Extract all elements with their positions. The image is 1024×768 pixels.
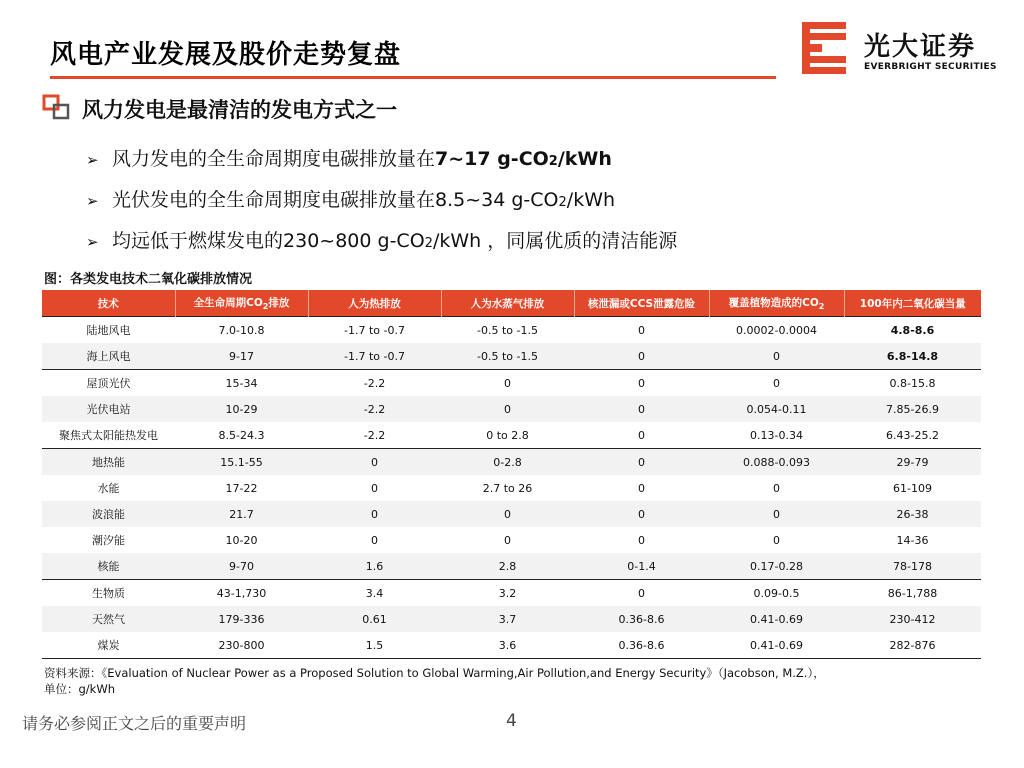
- table-cell: 4.8-8.6: [844, 317, 981, 344]
- table-cell-tech: 海上风电: [42, 343, 175, 370]
- table-cell: 0: [574, 501, 709, 527]
- table-cell: 0: [441, 396, 574, 422]
- table-cell: 0: [574, 580, 709, 607]
- table-cell: 86-1,788: [844, 580, 981, 607]
- table-cell: 0-1.4: [574, 553, 709, 580]
- table-cell: 14-36: [896, 533, 929, 547]
- table-cell: 6.8-14.8: [844, 343, 981, 370]
- table-cell: 26-38: [844, 501, 981, 527]
- table-cell: 7.0-10.8: [175, 317, 308, 344]
- table-cell: 0.088-0.093: [709, 449, 844, 476]
- header-cover-subscript: 2: [818, 302, 825, 312]
- unit-line: 单位：g/kWh: [44, 682, 115, 696]
- table-cell: 0: [773, 533, 780, 547]
- table-cell: 0: [441, 370, 574, 397]
- table-cell: 61-109: [893, 481, 932, 495]
- page-title: 风电产业发展及股价走势复盘: [50, 40, 402, 70]
- table-header-row: [42, 290, 981, 317]
- table-cell: 2.8: [441, 553, 574, 580]
- table-cell: 0: [709, 370, 844, 397]
- table-cell: 0: [574, 449, 709, 476]
- header-cover-text: 覆盖植物造成的CO: [728, 296, 819, 309]
- table-cell: 43-1,730: [175, 580, 308, 607]
- header-cover: [709, 290, 844, 317]
- source-line: 资料来源：《Evaluation of Nuclear Power as a Proposed Solution to Global Warming,Air Pollution,and Energy Security》（Jacobson, M.Z.），: [44, 666, 825, 680]
- table-cell: 0: [709, 343, 844, 370]
- table-cell-tech: 天然气: [42, 606, 175, 632]
- bullet-item: [86, 144, 677, 185]
- table-cell: 282-876: [844, 632, 981, 659]
- table-cell: 230-800: [175, 632, 308, 659]
- bullet-value: 8.5~34 g-CO: [435, 189, 559, 211]
- table-cell: 3.6: [441, 632, 574, 659]
- table-cell: 0.09-0.5: [709, 580, 844, 607]
- table-cell: 15-34: [175, 370, 308, 397]
- table-cell: -1.7 to -0.7: [308, 343, 441, 370]
- table-cell: 230-412: [844, 606, 981, 632]
- source-note: [44, 665, 825, 697]
- table-cell: 0: [709, 501, 844, 527]
- table-cell: 7.85-26.9: [844, 396, 981, 422]
- bullet-value: 7~17 g-CO: [435, 148, 549, 170]
- table-cell: 0: [504, 533, 511, 547]
- table-cell: 2.7 to 26: [482, 481, 533, 495]
- bullet-subscript: 2: [424, 236, 433, 251]
- table-cell: 0: [574, 370, 709, 397]
- bullet-subscript: 2: [558, 195, 567, 210]
- table-cell: 0.41-0.69: [709, 606, 844, 632]
- table-row: [42, 396, 981, 422]
- table-row: [42, 553, 981, 580]
- table-cell-tech: 波浪能: [42, 501, 175, 527]
- table-cell: 0.0002-0.0004: [709, 317, 844, 344]
- brand-logo: [802, 22, 1002, 78]
- table-cell-tech: 水能: [97, 482, 120, 495]
- bullet-list: [86, 144, 677, 267]
- table-cell: 1.5: [308, 632, 441, 659]
- table-cell: 0.17-0.28: [709, 553, 844, 580]
- table-cell-tech: 潮汐能: [92, 534, 125, 547]
- header-vapor: 人为水蒸气排放: [441, 290, 574, 317]
- table-cell: -2.2: [308, 370, 441, 397]
- bullet-unit: /kWh ，同属优质的清洁能源: [432, 230, 678, 252]
- arrow-bullet-icon: ➢: [86, 233, 99, 251]
- header-equivalent: 100年内二氧化碳当量: [844, 290, 981, 317]
- table-cell: 6.43-25.2: [886, 428, 939, 442]
- table-cell: -0.5 to -1.5: [441, 317, 574, 344]
- table-row: [42, 317, 981, 344]
- table-cell: 0.054-0.11: [709, 396, 844, 422]
- table-cell: 21.7: [175, 501, 308, 527]
- logo-english-name: EVERBRIGHT SECURITIES: [864, 62, 997, 72]
- table-row: [42, 449, 981, 476]
- table-cell-tech: 煤炭: [42, 632, 175, 659]
- arrow-bullet-icon: ➢: [86, 192, 99, 210]
- table-cell-tech: 核能: [42, 553, 175, 580]
- table-row: [42, 632, 981, 659]
- table-cell: 9-70: [175, 553, 308, 580]
- bullet-unit: /kWh: [557, 148, 612, 170]
- table-cell: 15.1-55: [175, 449, 308, 476]
- square-bracket-icon: [42, 94, 74, 122]
- table-cell: 0: [308, 501, 441, 527]
- table-cell: 0-2.8: [441, 449, 574, 476]
- table-cell: 3.2: [441, 580, 574, 607]
- table-row: [42, 422, 981, 449]
- table-cell: 0: [638, 428, 645, 442]
- table-cell-tech: 屋顶光伏: [42, 370, 175, 397]
- table-row: [42, 501, 981, 527]
- bullet-text: 均远低于燃煤发电的: [112, 230, 284, 252]
- header-lifecycle-tail: 排放: [268, 296, 290, 309]
- table-row: [42, 343, 981, 370]
- table-cell: -2.2: [308, 396, 441, 422]
- figure-caption: 图：各类发电技术二氧化碳排放情况: [44, 272, 253, 287]
- table-cell: 0.8-15.8: [844, 370, 981, 397]
- title-divider: [50, 76, 776, 79]
- emissions-table: [42, 290, 981, 659]
- header-leak: 核泄漏或CCS泄露危险: [574, 290, 709, 317]
- header-lifecycle: [175, 290, 308, 317]
- table-cell: 0: [574, 317, 709, 344]
- table-cell: 0: [638, 481, 645, 495]
- table-cell: 17-22: [225, 481, 258, 495]
- table-cell: 0.36-8.6: [574, 632, 709, 659]
- table-cell-tech: 陆地风电: [42, 317, 175, 344]
- bullet-text: 风力发电的全生命周期度电碳排放量在: [112, 148, 436, 170]
- table-row: [42, 475, 981, 501]
- table-cell: -1.7 to -0.7: [308, 317, 441, 344]
- table-row: [42, 370, 981, 397]
- disclaimer-footer: 请务必参阅正文之后的重要声明: [22, 714, 247, 733]
- header-heat: 人为热排放: [308, 290, 441, 317]
- header-lifecycle-subscript: 2: [262, 302, 269, 312]
- table-body: [42, 317, 981, 659]
- everbright-logo-icon: [802, 22, 846, 74]
- logo-chinese-name: 光大证券: [864, 32, 977, 62]
- page-number: 4: [506, 711, 517, 731]
- table-cell: 0.41-0.69: [709, 632, 844, 659]
- table-row: [42, 606, 981, 632]
- header-tech: 技术: [42, 290, 175, 317]
- table-row: [42, 527, 981, 553]
- table-cell: 0.13-0.34: [750, 428, 803, 442]
- table-cell-tech: 生物质: [42, 580, 175, 607]
- table-cell: -0.5 to -1.5: [441, 343, 574, 370]
- table-cell: 0: [371, 533, 378, 547]
- bullet-item: [86, 226, 677, 267]
- header-lifecycle-text: 全生命周期CO: [193, 296, 263, 309]
- table-cell: 9-17: [175, 343, 308, 370]
- bullet-item: [86, 185, 677, 226]
- table-cell: 3.7: [441, 606, 574, 632]
- table-cell: 1.6: [308, 553, 441, 580]
- bullet-unit: /kWh: [566, 189, 616, 211]
- bullet-subscript: 2: [548, 154, 558, 169]
- table-cell: -2.2: [363, 428, 386, 442]
- table-cell: 179-336: [175, 606, 308, 632]
- table-cell-tech: 聚焦式太阳能热发电: [59, 429, 158, 442]
- table-cell: 0: [773, 481, 780, 495]
- table-row: [42, 580, 981, 607]
- table-cell: 0: [308, 449, 441, 476]
- table-cell-tech: 光伏电站: [42, 396, 175, 422]
- table-cell: 0: [574, 396, 709, 422]
- table-cell: 8.5-24.3: [218, 428, 265, 442]
- arrow-bullet-icon: ➢: [86, 151, 99, 169]
- table-cell: 0: [574, 343, 709, 370]
- bullet-value: 230~800 g-CO: [283, 230, 425, 252]
- table-cell: 3.4: [308, 580, 441, 607]
- bullet-text: 光伏发电的全生命周期度电碳排放量在: [112, 189, 436, 211]
- table-cell: 78-178: [844, 553, 981, 580]
- table-cell: 0: [638, 533, 645, 547]
- table-cell: 29-79: [844, 449, 981, 476]
- section-title: 风力发电是最清洁的发电方式之一: [82, 98, 397, 122]
- table-cell: 10-20: [225, 533, 258, 547]
- table-cell: 0.36-8.6: [574, 606, 709, 632]
- table-cell: 0: [371, 481, 378, 495]
- table-cell: 0.61: [308, 606, 441, 632]
- table-cell: 0: [441, 501, 574, 527]
- table-cell: 0 to 2.8: [486, 428, 529, 442]
- table-cell-tech: 地热能: [42, 449, 175, 476]
- table-cell: 10-29: [175, 396, 308, 422]
